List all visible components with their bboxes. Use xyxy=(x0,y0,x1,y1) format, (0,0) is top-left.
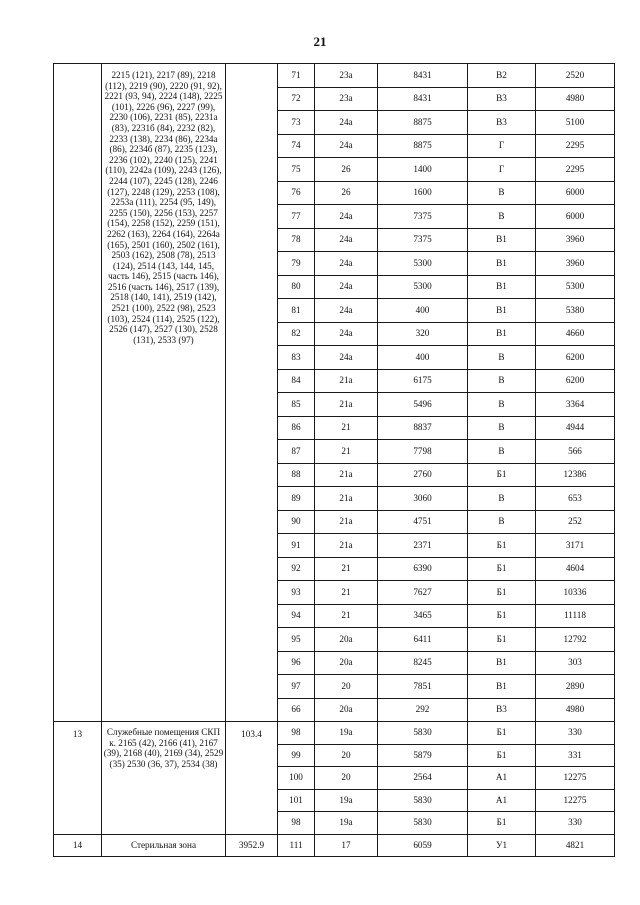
row-number-cell: 90 xyxy=(278,510,315,534)
row-value-cell: 5380 xyxy=(536,299,615,323)
row-value-cell: 4821 xyxy=(536,834,615,857)
row-level-cell: 20а xyxy=(315,651,378,675)
row-length-cell: 7627 xyxy=(378,581,468,605)
row-class-cell: В xyxy=(468,181,536,205)
row-level-cell: 20 xyxy=(315,744,378,767)
row-number-cell: 74 xyxy=(278,134,315,158)
row-level-cell: 21а xyxy=(315,369,378,393)
row-level-cell: 21а xyxy=(315,534,378,558)
row-class-cell: Б1 xyxy=(468,557,536,581)
row-length-cell: 6175 xyxy=(378,369,468,393)
group-title: Служебные помещения СКП xyxy=(106,727,221,737)
row-level-cell: 21 xyxy=(315,557,378,581)
row-length-cell: 292 xyxy=(378,698,468,722)
row-number-cell: 76 xyxy=(278,181,315,205)
row-level-cell: 20 xyxy=(315,675,378,699)
row-length-cell: 2564 xyxy=(378,767,468,790)
table-row xyxy=(54,834,615,857)
row-class-cell: В3 xyxy=(468,111,536,135)
row-value-cell: 6000 xyxy=(536,205,615,229)
row-number-cell: 71 xyxy=(278,64,315,88)
row-length-cell: 7851 xyxy=(378,675,468,699)
row-class-cell: Б1 xyxy=(468,534,536,558)
row-class-cell: А1 xyxy=(468,789,536,812)
row-level-cell: 20а xyxy=(315,698,378,722)
row-level-cell: 20 xyxy=(315,767,378,790)
row-number-cell: 101 xyxy=(278,789,315,812)
row-level-cell: 21а xyxy=(315,510,378,534)
row-level-cell: 26 xyxy=(315,181,378,205)
row-level-cell: 24а xyxy=(315,322,378,346)
table-body xyxy=(54,64,615,857)
row-value-cell: 12386 xyxy=(536,463,615,487)
document-table xyxy=(53,63,615,857)
row-value-cell: 3960 xyxy=(536,228,615,252)
row-value-cell: 2890 xyxy=(536,675,615,699)
row-class-cell: В xyxy=(468,440,536,464)
row-number-cell: 73 xyxy=(278,111,315,135)
page-number: 21 xyxy=(313,34,327,49)
row-value-cell: 4660 xyxy=(536,322,615,346)
table-row xyxy=(54,722,615,745)
row-number-cell: 111 xyxy=(278,834,315,857)
row-length-cell: 8875 xyxy=(378,111,468,135)
group-description-cell: 2215 (121), 2217 (89), 2218 (112), 2219 (90), 2220 (91, 92), 2221 (93, 94), 2224 (148), 2225 (101), 2226 (96), 2227 (99), 2230 (106), 2231 (85), 2231а (83), 2231б (84), 2232 (82), 2233 (138), 2234 (86), 2234а (86), 2234б (87), 2235 (123), 2236 (102), 2240 (125), 2241 (110), 2242а (109), 2243 (126), 2244 (107), 2245 (128), 2246 (127), 2248 (129), 2253 (108), 2253а (111), 2254 (95, 149), 2255 (150), 2256 (153), 2257 (154), 2258 (152), 2259 (151), 2262 (163), 2264 (164), 2264а (165), 2501 (160), 2502 (161), 2503 (162), 2508 (78), 2513 (124), 2514 (143, 144, 145, часть 146), 2515 (часть 146), 2516 (часть 146), 2517 (139), 2518 (140, 141), 2519 (142), 2521 (100), 2522 (98), 2523 (103), 2524 (114), 2525 (122), 2526 (147), 2527 (130), 2528 (131), 2533 (97) xyxy=(102,64,226,722)
row-value-cell: 4980 xyxy=(536,87,615,111)
row-number-cell: 79 xyxy=(278,252,315,276)
row-value-cell: 12275 xyxy=(536,789,615,812)
row-class-cell: А1 xyxy=(468,767,536,790)
row-level-cell: 21а xyxy=(315,487,378,511)
table-row xyxy=(54,64,615,88)
row-length-cell: 7375 xyxy=(378,228,468,252)
row-length-cell: 5830 xyxy=(378,812,468,835)
row-length-cell: 8245 xyxy=(378,651,468,675)
row-class-cell: В1 xyxy=(468,299,536,323)
row-number-cell: 75 xyxy=(278,158,315,182)
row-value-cell: 4980 xyxy=(536,698,615,722)
row-number-cell: 78 xyxy=(278,228,315,252)
row-level-cell: 19а xyxy=(315,789,378,812)
row-value-cell: 2295 xyxy=(536,158,615,182)
row-level-cell: 17 xyxy=(315,834,378,857)
row-value-cell: 5300 xyxy=(536,275,615,299)
row-length-cell: 2760 xyxy=(378,463,468,487)
row-length-cell: 7798 xyxy=(378,440,468,464)
row-level-cell: 21 xyxy=(315,604,378,628)
row-number-cell: 88 xyxy=(278,463,315,487)
row-number-cell: 87 xyxy=(278,440,315,464)
row-length-cell: 1600 xyxy=(378,181,468,205)
row-level-cell: 20а xyxy=(315,628,378,652)
row-level-cell: 24а xyxy=(315,228,378,252)
row-class-cell: В xyxy=(468,346,536,370)
row-value-cell: 2295 xyxy=(536,134,615,158)
row-class-cell: Г xyxy=(468,158,536,182)
row-length-cell: 3060 xyxy=(378,487,468,511)
row-value-cell: 303 xyxy=(536,651,615,675)
row-class-cell: В xyxy=(468,487,536,511)
row-class-cell: В xyxy=(468,510,536,534)
row-level-cell: 24а xyxy=(315,134,378,158)
row-level-cell: 24а xyxy=(315,205,378,229)
row-number-cell: 98 xyxy=(278,812,315,835)
row-value-cell: 330 xyxy=(536,812,615,835)
row-length-cell: 8431 xyxy=(378,87,468,111)
row-class-cell: В1 xyxy=(468,228,536,252)
row-length-cell: 5879 xyxy=(378,744,468,767)
row-length-cell: 8875 xyxy=(378,134,468,158)
row-length-cell: 3465 xyxy=(378,604,468,628)
row-length-cell: 6411 xyxy=(378,628,468,652)
group-number-cell xyxy=(54,64,102,722)
row-number-cell: 84 xyxy=(278,369,315,393)
row-level-cell: 24а xyxy=(315,252,378,276)
row-length-cell: 8431 xyxy=(378,64,468,88)
row-value-cell: 6200 xyxy=(536,346,615,370)
row-length-cell: 2371 xyxy=(378,534,468,558)
row-length-cell: 8837 xyxy=(378,416,468,440)
row-level-cell: 23а xyxy=(315,64,378,88)
row-level-cell: 24а xyxy=(315,275,378,299)
row-level-cell: 21 xyxy=(315,416,378,440)
row-class-cell: В1 xyxy=(468,275,536,299)
row-number-cell: 91 xyxy=(278,534,315,558)
row-number-cell: 81 xyxy=(278,299,315,323)
row-level-cell: 24а xyxy=(315,299,378,323)
group-area-cell: 103.4 xyxy=(226,722,278,835)
row-length-cell: 4751 xyxy=(378,510,468,534)
row-class-cell: В xyxy=(468,393,536,417)
row-length-cell: 5830 xyxy=(378,789,468,812)
row-value-cell: 3171 xyxy=(536,534,615,558)
row-value-cell: 12792 xyxy=(536,628,615,652)
row-length-cell: 400 xyxy=(378,299,468,323)
row-length-cell: 7375 xyxy=(378,205,468,229)
row-number-cell: 98 xyxy=(278,722,315,745)
row-length-cell: 5300 xyxy=(378,252,468,276)
row-length-cell: 6390 xyxy=(378,557,468,581)
row-number-cell: 99 xyxy=(278,744,315,767)
row-number-cell: 85 xyxy=(278,393,315,417)
row-length-cell: 5300 xyxy=(378,275,468,299)
row-value-cell: 3364 xyxy=(536,393,615,417)
row-value-cell: 11118 xyxy=(536,604,615,628)
row-number-cell: 92 xyxy=(278,557,315,581)
row-value-cell: 4604 xyxy=(536,557,615,581)
row-class-cell: В1 xyxy=(468,651,536,675)
row-number-cell: 83 xyxy=(278,346,315,370)
row-value-cell: 3960 xyxy=(536,252,615,276)
row-number-cell: 77 xyxy=(278,205,315,229)
row-class-cell: В1 xyxy=(468,322,536,346)
row-class-cell: Б1 xyxy=(468,463,536,487)
row-number-cell: 94 xyxy=(278,604,315,628)
row-level-cell: 26 xyxy=(315,158,378,182)
row-value-cell: 10336 xyxy=(536,581,615,605)
row-class-cell: В1 xyxy=(468,252,536,276)
row-number-cell: 66 xyxy=(278,698,315,722)
row-length-cell: 5830 xyxy=(378,722,468,745)
row-class-cell: В3 xyxy=(468,698,536,722)
row-class-cell: В3 xyxy=(468,87,536,111)
group-area-cell xyxy=(226,64,278,722)
row-level-cell: 21 xyxy=(315,581,378,605)
row-length-cell: 1400 xyxy=(378,158,468,182)
row-class-cell: У1 xyxy=(468,834,536,857)
row-class-cell: Б1 xyxy=(468,581,536,605)
group-description-cell: Стерильная зона xyxy=(102,834,226,857)
row-number-cell: 72 xyxy=(278,87,315,111)
row-level-cell: 21а xyxy=(315,393,378,417)
row-number-cell: 97 xyxy=(278,675,315,699)
row-level-cell: 19а xyxy=(315,722,378,745)
row-level-cell: 23а xyxy=(315,87,378,111)
row-value-cell: 2520 xyxy=(536,64,615,88)
group-number-cell: 13 xyxy=(54,722,102,835)
row-value-cell: 252 xyxy=(536,510,615,534)
row-level-cell: 21а xyxy=(315,463,378,487)
row-value-cell: 566 xyxy=(536,440,615,464)
row-class-cell: Б1 xyxy=(468,812,536,835)
group-number-cell: 14 xyxy=(54,834,102,857)
row-number-cell: 100 xyxy=(278,767,315,790)
row-length-cell: 320 xyxy=(378,322,468,346)
row-class-cell: В1 xyxy=(468,675,536,699)
row-level-cell: 21 xyxy=(315,440,378,464)
group-area-cell: 3952.9 xyxy=(226,834,278,857)
row-length-cell: 400 xyxy=(378,346,468,370)
row-value-cell: 331 xyxy=(536,744,615,767)
row-number-cell: 86 xyxy=(278,416,315,440)
row-value-cell: 4944 xyxy=(536,416,615,440)
group-description-cell xyxy=(102,722,226,835)
row-number-cell: 80 xyxy=(278,275,315,299)
row-class-cell: Б1 xyxy=(468,604,536,628)
row-value-cell: 6000 xyxy=(536,181,615,205)
row-class-cell: Г xyxy=(468,134,536,158)
row-level-cell: 24а xyxy=(315,346,378,370)
row-class-cell: Б1 xyxy=(468,744,536,767)
row-value-cell: 12275 xyxy=(536,767,615,790)
row-number-cell: 82 xyxy=(278,322,315,346)
row-class-cell: В xyxy=(468,369,536,393)
row-value-cell: 653 xyxy=(536,487,615,511)
row-length-cell: 6059 xyxy=(378,834,468,857)
group-rooms: к. 2165 (42), 2166 (41), 2167 (39), 2168 (40), 2169 (34), 2529 (35) 2530 (36, 37), 2534 (38) xyxy=(103,737,224,769)
row-number-cell: 93 xyxy=(278,581,315,605)
row-level-cell: 24а xyxy=(315,111,378,135)
row-number-cell: 95 xyxy=(278,628,315,652)
row-class-cell: В xyxy=(468,416,536,440)
row-level-cell: 19а xyxy=(315,812,378,835)
row-number-cell: 96 xyxy=(278,651,315,675)
row-value-cell: 5100 xyxy=(536,111,615,135)
row-value-cell: 6200 xyxy=(536,369,615,393)
row-class-cell: В2 xyxy=(468,64,536,88)
row-length-cell: 5496 xyxy=(378,393,468,417)
row-value-cell: 330 xyxy=(536,722,615,745)
row-class-cell: Б1 xyxy=(468,722,536,745)
row-class-cell: В xyxy=(468,205,536,229)
row-class-cell: Б1 xyxy=(468,628,536,652)
row-number-cell: 89 xyxy=(278,487,315,511)
